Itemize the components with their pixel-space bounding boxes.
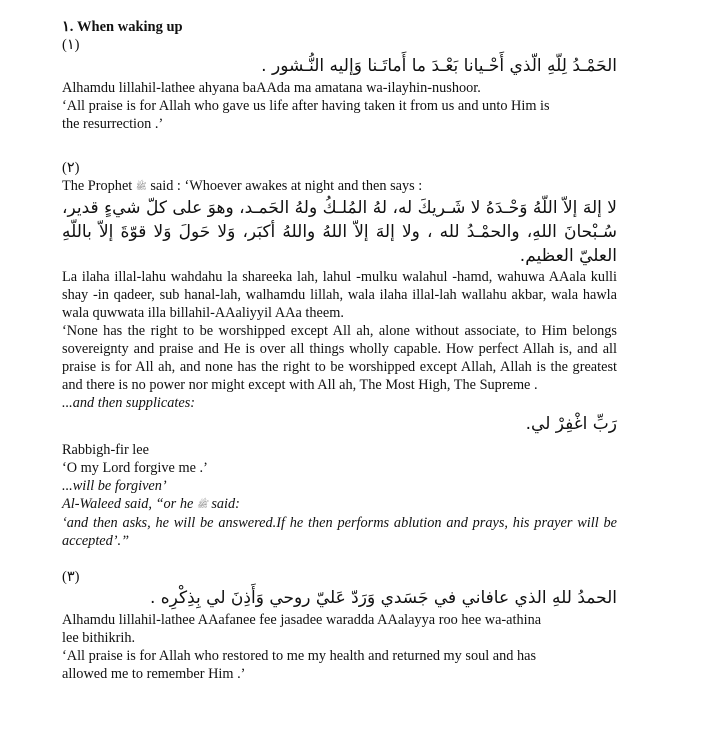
translation-3-line-1: ‘All praise is for Allah who restored to me my health and returned my soul and has — [62, 648, 537, 664]
dua-transliteration: Rabbigh-fir lee — [62, 442, 149, 458]
transliteration-3-line-2: lee bithikrih. — [62, 630, 136, 646]
salawat-icon-2: ﷺ — [196, 500, 208, 510]
dua-translation: ‘O my Lord forgive me .’ — [62, 460, 208, 476]
document-page — [62, 18, 622, 683]
item-number-3: (٣) — [62, 569, 80, 585]
will-be-forgiven: ...will be forgiven’ — [62, 478, 167, 494]
hadith-intro-after: said : ‘Whoever awakes at night and then says : — [150, 178, 423, 194]
translation-1-line-1: ‘All praise is for Allah who gave us life after having taken it from us and unto Him is — [62, 98, 550, 114]
section-heading-waking-up: ١. When waking up — [62, 19, 183, 35]
arabic-text-3: الحمدُ للهِ الذي عافاني في جَسَدي وَرَدّ عَليّ روحي وَأَذِنَ لي بِذِكْرِه . — [149, 588, 617, 608]
item-number-2: (٢) — [62, 160, 80, 176]
arabic-text-1: الحَمْـدُ لِلّهِ الّذي أَحْـيانا بَعْـدَ ما أَماتَـنا وَإليه النُّـشور . — [261, 56, 617, 76]
transliteration-3-line-1: Alhamdu lillahil-lathee AAafanee fee jasadee waradda AAalayya roo hee wa-athina — [62, 612, 542, 628]
waleed-said-before: Al-Waleed said, “or he — [62, 496, 194, 512]
waleed-said-after: said: — [211, 496, 240, 512]
arabic-dua: رَبِّ اغْفِرْ لي. — [525, 414, 617, 434]
translation-3-line-2: allowed me to remember Him .’ — [62, 666, 246, 682]
salawat-icon: ﷺ — [135, 182, 147, 192]
hadith-intro-before: The Prophet — [62, 178, 133, 194]
then-supplicates: ...and then supplicates: — [62, 395, 196, 411]
waleed-said — [62, 495, 622, 514]
transliteration-1: Alhamdu lillahil-lathee ahyana baAAda ma amatana wa-ilayhin-nushoor. — [62, 80, 481, 96]
translation-1-line-2: the resurrection .’ — [62, 116, 164, 132]
answered-text: ‘and then asks, he will be answered.If he then performs ablution and prays, his prayer will be accepted’.” — [62, 515, 617, 549]
hadith-intro — [62, 177, 622, 196]
item-number-1: (١) — [62, 37, 80, 53]
arabic-text-2: لا إلهَ إلاّ اللّهُ وَحْـدَهُ لا شَـريكَ له، لهُ المُلـكُ ولهُ الحَمـد، وهوَ على كلّ شيءٍ قدير، سُـبْحانَ اللهِ، والحمْـدُ لله ، ولا إلهَ إلاّ اللهُ واللهُ أكبَر، وَلا حَولَ وَلا قوّةَ إلاّ باللّهِ العليّ العظيم. — [62, 198, 617, 266]
translation-2: ‘None has the right to be worshipped except All ah, alone without associate, to Him belongs sovereignty and praise and He is over all things wholly capable. How perfect Allah is, and all praise is for All ah, and none has the right to be worshipped except Allah, Allah is the greatest and there is no power nor might except with All ah, The Most High, The Supreme . — [62, 323, 617, 393]
transliteration-2: La ilaha illal-lahu wahdahu la shareeka lah, lahul -mulku walahul -hamd, wahuwa AAala kulli shay -in qadeer, sub hanal-lah, walhamdu lillah, wala ilaha illal-lah wallahu akbar, wala hawla wala quwwata illa billahil-AAaliyyil AAa theem. — [62, 269, 617, 321]
